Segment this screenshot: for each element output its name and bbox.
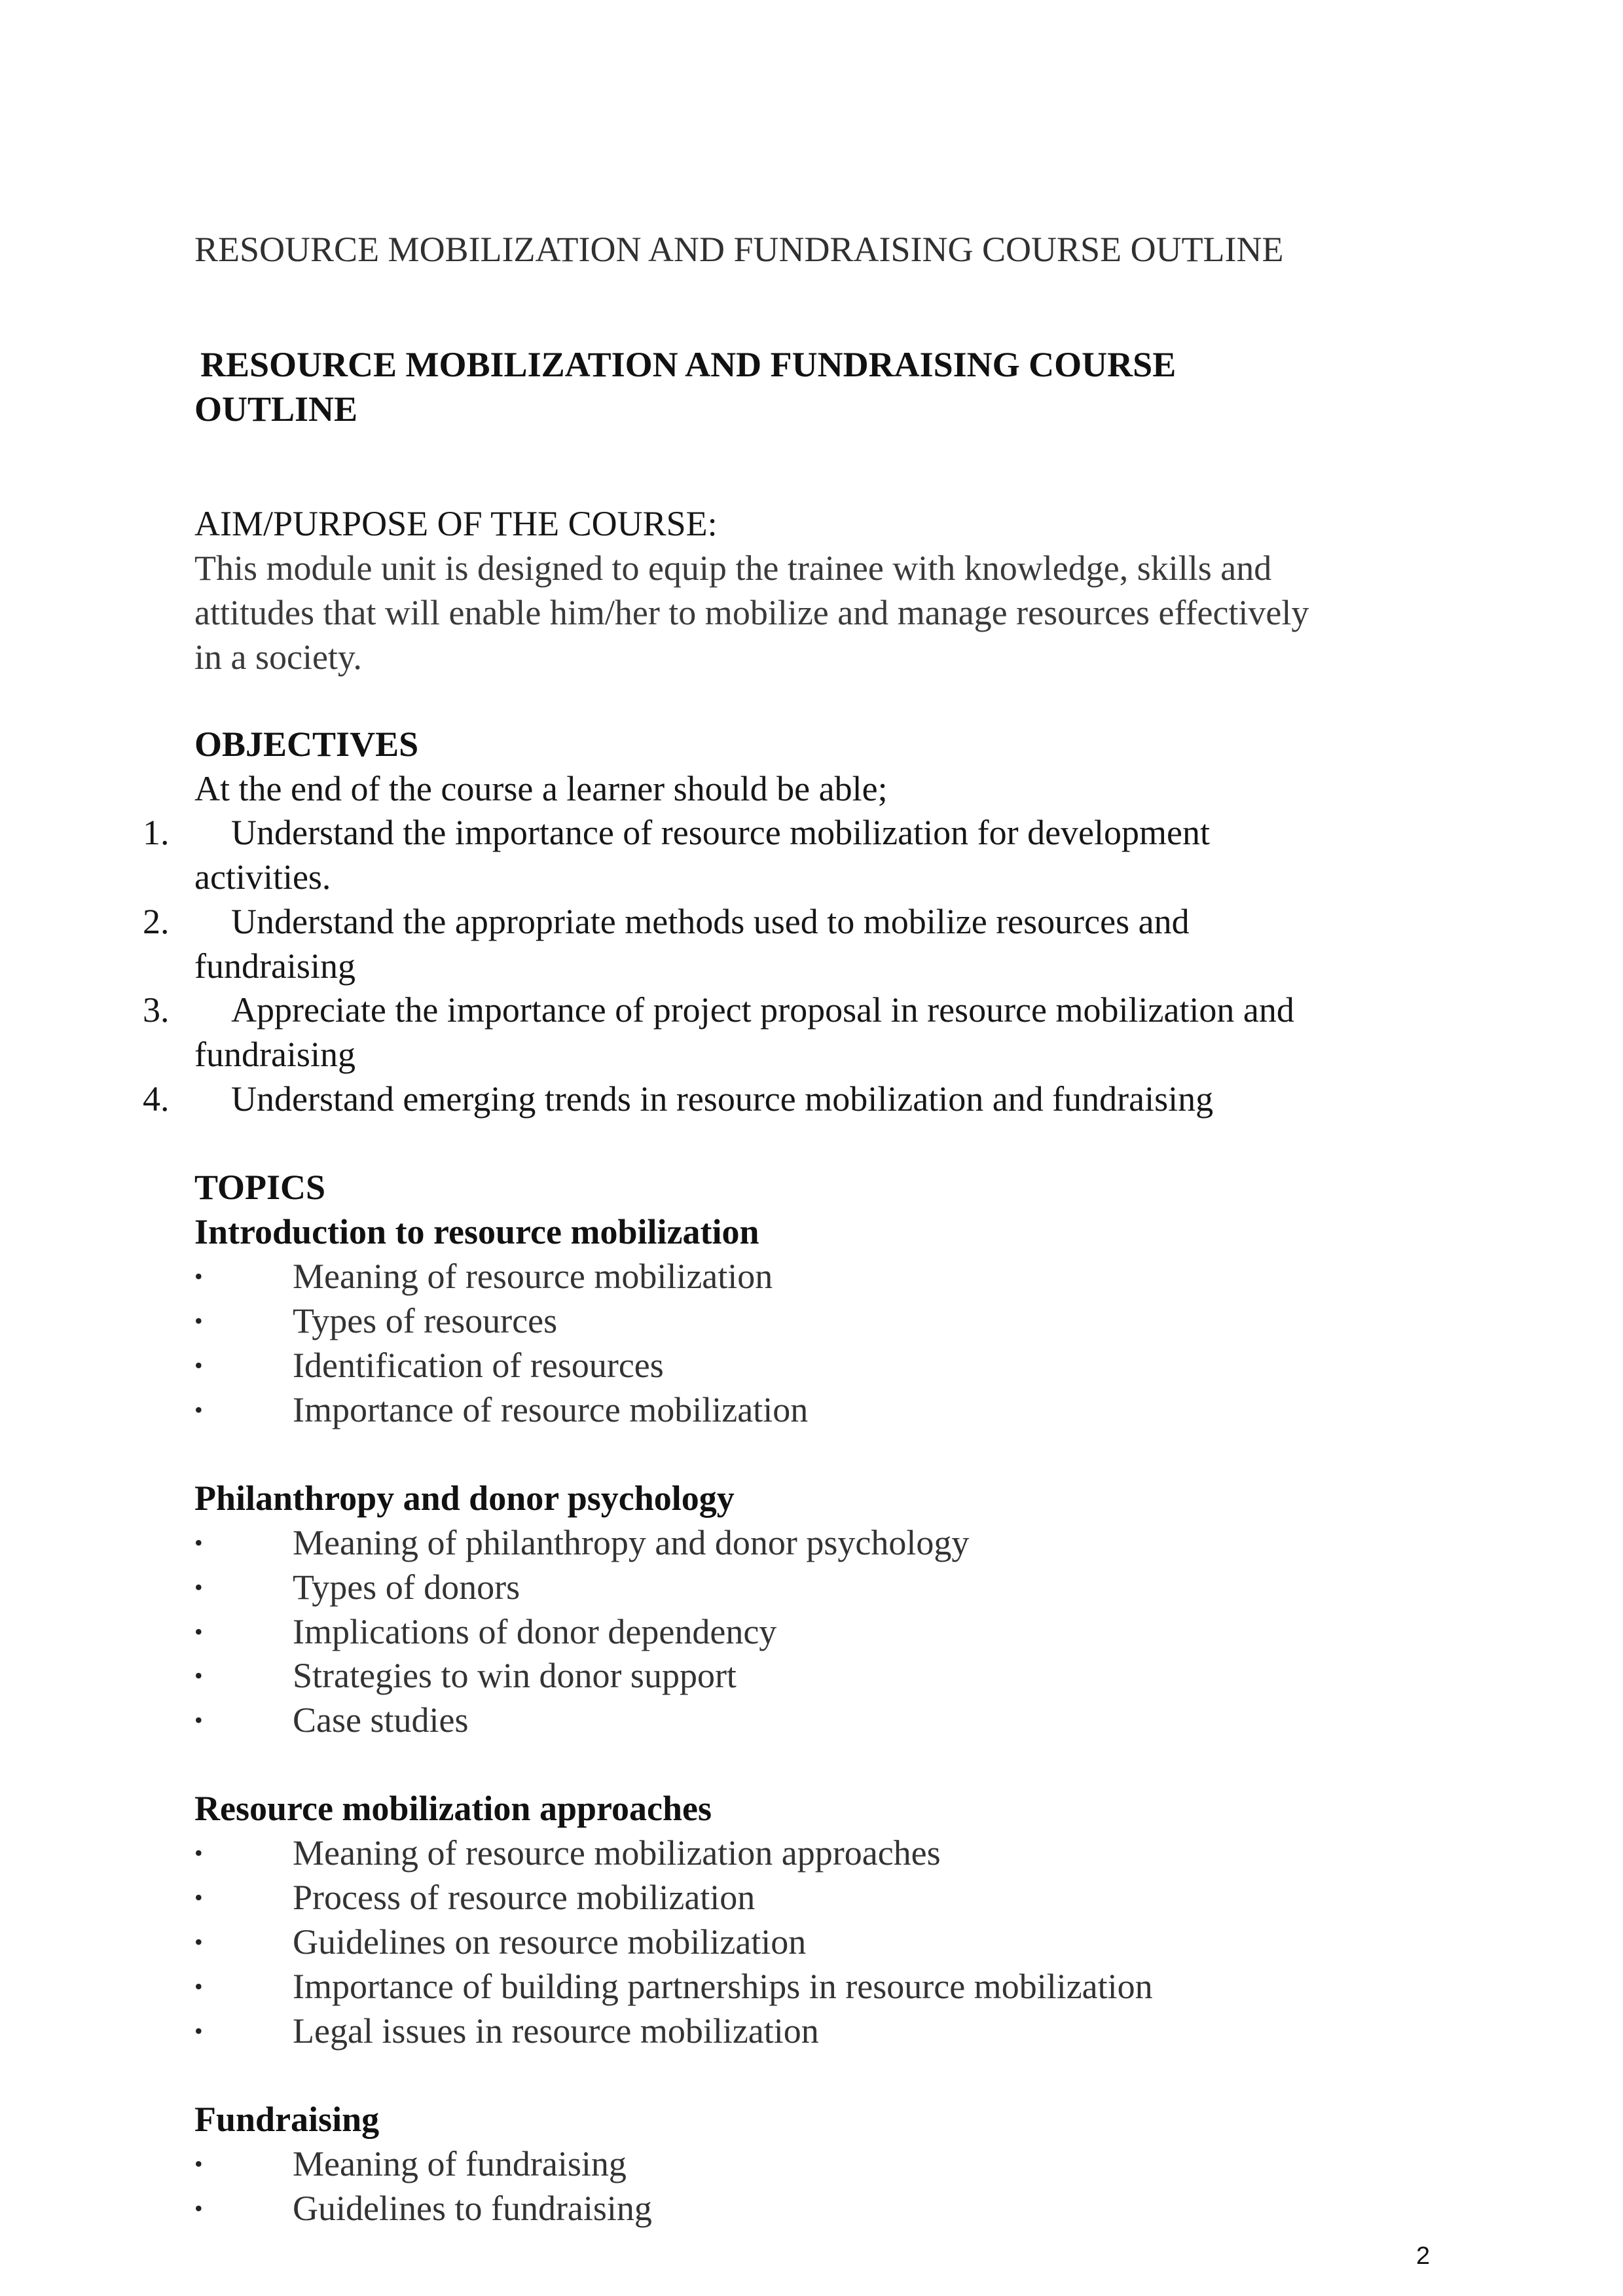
topic-item: Meaning of resource mobilization approaches — [293, 1833, 941, 1873]
bullet-icon: • — [194, 1619, 203, 1645]
topic-item: Implications of donor dependency — [293, 1612, 777, 1651]
bullet-icon: • — [194, 1929, 203, 1955]
topic-item: Guidelines on resource mobilization — [293, 1922, 807, 1962]
bullet-icon: • — [194, 2018, 203, 2044]
topic-section-title-1: Introduction to resource mobilization — [194, 1212, 759, 1251]
objective-text-2: Understand the appropriate methods used to mobilize resources and — [231, 902, 1190, 941]
topic-item: Case studies — [293, 1700, 469, 1740]
aim-line-1: This module unit is designed to equip the trainee with knowledge, skills and — [194, 548, 1272, 588]
bullet-icon: • — [194, 1352, 203, 1378]
bullet-icon: • — [194, 1662, 203, 1689]
topic-section-title-2: Philanthropy and donor psychology — [194, 1479, 735, 1518]
objective-continuation-2: fundraising — [194, 946, 356, 986]
bullet-icon: • — [194, 1707, 203, 1733]
objective-number-3: 3. — [143, 990, 170, 1030]
topic-item: Meaning of fundraising — [293, 2144, 627, 2183]
bullet-icon: • — [194, 1884, 203, 1910]
objective-continuation-1: activities. — [194, 857, 331, 897]
bullet-icon: • — [194, 2195, 203, 2221]
bullet-icon: • — [194, 1530, 203, 1556]
topics-heading: TOPICS — [194, 1168, 326, 1207]
objectives-heading: OBJECTIVES — [194, 725, 419, 764]
topic-section-title-4: Fundraising — [194, 2100, 380, 2139]
objective-number-2: 2. — [143, 902, 170, 941]
topic-item: Identification of resources — [293, 1346, 664, 1385]
objective-number-1: 1. — [143, 813, 170, 852]
topic-item: Legal issues in resource mobilization — [293, 2011, 819, 2051]
bullet-icon: • — [194, 1973, 203, 2000]
topic-section-title-3: Resource mobilization approaches — [194, 1789, 712, 1828]
objectives-intro: At the end of the course a learner should be able; — [194, 769, 888, 808]
topic-item: Meaning of philanthropy and donor psychology — [293, 1523, 970, 1562]
objective-continuation-3: fundraising — [194, 1035, 356, 1074]
objective-number-4: 4. — [143, 1079, 170, 1119]
objective-text-4: Understand emerging trends in resource mobilization and fundraising — [231, 1079, 1214, 1119]
aim-heading: AIM/PURPOSE OF THE COURSE: — [194, 504, 718, 543]
topic-item: Types of resources — [293, 1301, 558, 1340]
page-number: 2 — [1416, 2242, 1431, 2270]
topic-item: Meaning of resource mobilization — [293, 1257, 773, 1296]
header-title: RESOURCE MOBILIZATION AND FUNDRAISING COURSE OUTLINE — [194, 230, 1284, 269]
topic-item: Strategies to win donor support — [293, 1656, 737, 1695]
topic-item: Importance of resource mobilization — [293, 1390, 809, 1429]
topic-item: Types of donors — [293, 1568, 520, 1607]
topic-item: Importance of building partnerships in resource mobilization — [293, 1967, 1153, 2006]
bullet-icon: • — [194, 1397, 203, 1423]
aim-line-2: attitudes that will enable him/her to mobilize and manage resources effectively — [194, 593, 1309, 632]
aim-line-3: in a society. — [194, 637, 362, 677]
topic-item: Guidelines to fundraising — [293, 2189, 652, 2228]
main-title-line-2: OUTLINE — [194, 389, 358, 429]
bullet-icon: • — [194, 1263, 203, 1289]
objective-text-3: Appreciate the importance of project proposal in resource mobilization and — [231, 990, 1294, 1030]
objective-text-1: Understand the importance of resource mobilization for development — [231, 813, 1210, 852]
bullet-icon: • — [194, 1308, 203, 1334]
bullet-icon: • — [194, 2151, 203, 2177]
topic-item: Process of resource mobilization — [293, 1878, 756, 1917]
bullet-icon: • — [194, 1840, 203, 1866]
main-title-line-1: RESOURCE MOBILIZATION AND FUNDRAISING COURSE — [200, 345, 1176, 384]
bullet-icon: • — [194, 1574, 203, 1600]
